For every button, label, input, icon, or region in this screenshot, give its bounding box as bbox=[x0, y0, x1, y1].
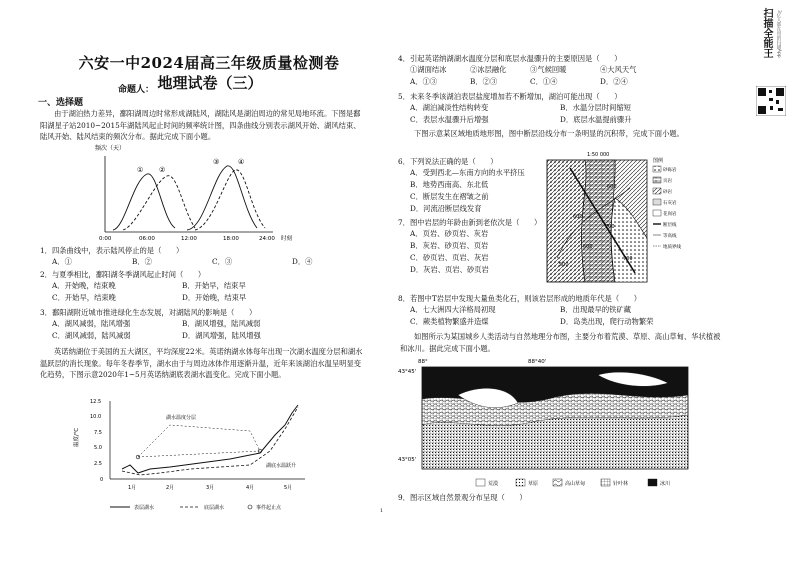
svg-text:5月: 5月 bbox=[284, 485, 293, 491]
curve-label-3: ③ bbox=[213, 158, 220, 166]
svg-text:冰川: 冰川 bbox=[660, 481, 671, 487]
q1-option-b: B．② bbox=[132, 257, 152, 266]
q3-option-a: A．湖风减弱，陆风增强 bbox=[52, 319, 131, 328]
legend-surface: 表层湖水 bbox=[134, 505, 155, 511]
svg-text:2.5: 2.5 bbox=[94, 461, 102, 467]
svg-text:0: 0 bbox=[100, 477, 104, 483]
curve-3 bbox=[187, 166, 257, 230]
q2-option-c: C．开始早，结束晚 bbox=[52, 293, 116, 302]
curve-2 bbox=[123, 176, 195, 230]
svg-text:7.5: 7.5 bbox=[94, 430, 102, 436]
question-7: 7．图中岩层的年龄由新到老依次是（ ） bbox=[398, 218, 542, 227]
svg-text:断层线: 断层线 bbox=[663, 223, 677, 228]
map-legend-title: 图例 bbox=[653, 158, 664, 164]
question-3: 3．鄱阳湖附近城市推进绿化生态发展，对湖陆风的影响是（ ） bbox=[40, 308, 257, 317]
q2-options bbox=[52, 281, 372, 305]
q8-options: A．七大洲四大洋格局初现 B．出现最早的铁矿藏 C．蕨类植物繁盛并造煤 D．岛类出现，爬行动物繁荣 bbox=[410, 305, 654, 326]
q6-options: A．受到西北—东南方向的水平挤压 B．地势西南高、东北低 C．断层发生在褶皱之前 D．河流沿断层线发育 bbox=[410, 168, 525, 213]
exam-title: 六安一中2024届高三年级质量检测卷 bbox=[78, 54, 340, 72]
curve-label-1: ① bbox=[137, 166, 144, 174]
qr-code-icon[interactable] bbox=[756, 86, 786, 116]
curve-1 bbox=[113, 174, 175, 230]
chart2-ylabel: 温度/℃ bbox=[74, 427, 80, 447]
q1-options bbox=[52, 257, 372, 267]
svg-text:88°: 88° bbox=[418, 359, 428, 365]
q3-option-d: D．湖风增强，陆风增强 bbox=[182, 331, 261, 340]
geology-map bbox=[545, 148, 690, 288]
q1-option-c: C．③ bbox=[212, 257, 233, 266]
svg-text:5.0: 5.0 bbox=[94, 445, 102, 451]
chart1-xtick: 18:00 bbox=[223, 236, 239, 242]
scanner-brand: 扫描全能王 bbox=[761, 8, 772, 58]
lake-breeze-chart bbox=[95, 140, 300, 250]
q7-options: A．页岩、砂页岩、灰岩 B．灰岩、砂页岩、页岩 C．砂页岩、页岩、灰岩 D．灰岩、页岩、砂页岩 bbox=[410, 229, 489, 274]
q3-option-b: B．湖风增强，陆风减弱 bbox=[182, 319, 261, 328]
svg-text:砂砾岩: 砂砾岩 bbox=[663, 168, 677, 173]
svg-text:花岗岩: 花岗岩 bbox=[663, 212, 677, 217]
exam-subtitle: 地理试卷（三） bbox=[157, 74, 263, 92]
svg-text:600: 600 bbox=[607, 184, 617, 190]
passage-lake-temperature: 英诺纳湖位于美国的五大湖区，平均深度22米。英诺纳湖水体每年出现一次湖水温度分层和湖水温跃层的消长现象。每年冬春季节，湖水由于与周边冰体作用逐渐升温，近年来该湖泊水温呈明显变化趋势，下图示意2020年1~5月英诺纳湖底表湖水温变化。完成下面小题。 bbox=[40, 347, 363, 379]
svg-text:700: 700 bbox=[623, 256, 633, 262]
svg-text:石灰岩: 石灰岩 bbox=[663, 201, 677, 206]
author-label: 命题人： bbox=[118, 85, 155, 95]
chart1-xtick: 24:00 bbox=[259, 236, 275, 242]
passage-vegetation: 如图所示为某国城乡人类活动与自然地理分布图，主要分布着荒漠、草原、高山草甸、华状植被和冰川。据此完成下面小题。 bbox=[400, 332, 721, 353]
question-5: 5．未来冬季该湖泊表层盐度增加若不断增加，湖泊可能出现（ ） bbox=[398, 92, 622, 101]
chart1-ylabel: 频次（天） bbox=[95, 145, 126, 152]
q1-option-a: A．① bbox=[52, 257, 72, 266]
svg-text:88°40': 88°40' bbox=[528, 359, 547, 365]
passage-lake-breeze: 由于湖泊热力差异，鄱阳湖周边时常形成湖陆风，湖陆风是湖泊周边的常见局地环流。下图是鄱阳湖星子站2010~2015年湖陆风起止时间的频率统计图，四条曲线分别表示湖风开始、湖风结束、陆风开始、陆风结束的频次分布。据此完成下面小题。 bbox=[40, 109, 361, 141]
passage-geology: 下图示意某区域地质地形图，图中断层沿线分布一条明显的沉积带，完成下面小题。 bbox=[414, 129, 684, 138]
vegetation-map bbox=[398, 355, 698, 493]
curve-label-4: ④ bbox=[238, 158, 245, 166]
svg-text:700: 700 bbox=[605, 224, 615, 230]
svg-text:2月: 2月 bbox=[166, 485, 175, 491]
svg-text:页岩: 页岩 bbox=[663, 179, 672, 184]
question-2: 2．与夏季相比，鄱阳湖冬季湖风起止时间（ ） bbox=[40, 270, 206, 279]
q3-option-c: C．湖风减弱，陆风减弱 bbox=[52, 331, 131, 340]
svg-text:12.5: 12.5 bbox=[90, 399, 102, 405]
chart1-xtick: 0:00 bbox=[99, 236, 112, 242]
svg-text:针叶林: 针叶林 bbox=[613, 481, 629, 487]
svg-text:高山草甸: 高山草甸 bbox=[565, 481, 586, 487]
question-4: 4．引起英诺纳湖湖水温度分层和底层水温骤升的主要原因是（ ） bbox=[398, 54, 622, 63]
q3-options bbox=[52, 319, 372, 343]
question-8: 8．若图中T岩层中发现大量鱼类化石，则该岩层形成的地质年代是（ ） bbox=[398, 294, 642, 303]
svg-text:600: 600 bbox=[573, 214, 583, 220]
svg-text:砂岩: 砂岩 bbox=[663, 190, 672, 195]
svg-text:43°05': 43°05' bbox=[398, 457, 417, 463]
svg-text:荒漠: 荒漠 bbox=[488, 481, 499, 487]
chart1-xlabel: 时刻 bbox=[281, 236, 293, 242]
svg-text:地质界线: 地质界线 bbox=[663, 245, 681, 250]
q2-option-a: A．开始晚，结束晚 bbox=[52, 281, 116, 290]
svg-text:43°45': 43°45' bbox=[398, 369, 417, 375]
svg-text:草原: 草原 bbox=[528, 481, 539, 487]
svg-text:1月: 1月 bbox=[128, 485, 137, 491]
annotation-bottom-rise: 湖底水温跃升 bbox=[266, 463, 297, 469]
svg-text:600: 600 bbox=[583, 244, 593, 250]
lake-temperature-chart bbox=[70, 395, 320, 530]
scanner-tagline: 3亿人都在用的扫描App bbox=[776, 10, 781, 58]
q2-option-b: B．开始早，结束早 bbox=[182, 281, 246, 290]
q4-options: ①湖面结冰 ②冰层融化 ③气候回暖 ④大风天气 A．①③ B．②③ C．①④ D．②④ bbox=[410, 65, 637, 86]
section-heading: 一、选择题 bbox=[38, 98, 84, 108]
q5-options: A．湖泊减淡性结构转变 B．水温分层时间缩短 C．表层水温骤升后增强 D．底层水温提前骤升 bbox=[410, 103, 632, 124]
curve-4 bbox=[195, 170, 265, 230]
chart1-xtick: 06:00 bbox=[139, 236, 155, 242]
svg-text:500: 500 bbox=[559, 262, 569, 268]
question-9: 9．图示区域自然景观分布呈现（ ） bbox=[398, 493, 527, 502]
legend-event: 事件起止点 bbox=[256, 505, 282, 511]
annotation-stratification: 湖水温度分层 bbox=[166, 415, 197, 421]
svg-text:10.0: 10.0 bbox=[90, 414, 102, 420]
question-1: 1．四条曲线中，表示陆风停止的是（ ） bbox=[40, 246, 184, 255]
svg-text:等高线: 等高线 bbox=[663, 234, 677, 239]
chart1-xtick: 12:00 bbox=[181, 236, 197, 242]
q1-option-d: D．④ bbox=[292, 257, 313, 266]
curve-label-2: ② bbox=[159, 166, 166, 174]
svg-text:3月: 3月 bbox=[206, 485, 215, 491]
legend-bottom: 底层湖水 bbox=[204, 505, 225, 511]
q2-option-d: D．开始晚，结束早 bbox=[182, 293, 247, 302]
svg-text:4月: 4月 bbox=[246, 485, 255, 491]
question-6: 6．下列说法正确的是（ ） bbox=[398, 157, 498, 166]
page-number: 1 bbox=[380, 508, 384, 514]
map-scale: 1:50 000 bbox=[587, 152, 610, 158]
